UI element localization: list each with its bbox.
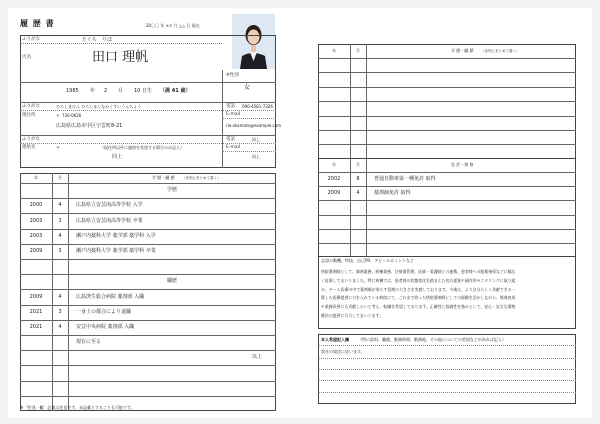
email-label: E-mail	[226, 112, 241, 117]
address-label: 現住所	[22, 113, 36, 118]
license-month-header: 月	[356, 162, 360, 167]
motivation-line: 貫した医療提供に力を入れている病院にて、これまで培った病院薬剤師としての経験を活かしながら、後進育成	[321, 295, 516, 301]
contact-email-label: E-mail	[226, 145, 241, 150]
row-text: 瀬戸内薬科大学 薬学部 薬学科 卒業	[76, 247, 156, 254]
row-text: 広島県立安芸南高等学校 入学	[76, 202, 143, 209]
year-unit: 年	[90, 88, 96, 94]
row-text: 瀬戸内薬科大学 薬学部 薬学科 入学	[76, 232, 156, 239]
row-year: 2003	[29, 232, 43, 239]
birth-day: 10 日生	[134, 88, 152, 94]
row-text: 普通自動車第一種免許 取得	[374, 175, 436, 182]
month-unit: 月	[118, 88, 124, 94]
row-month: 3	[58, 247, 62, 254]
contact-email: 同上	[252, 154, 260, 159]
row-year: 2021	[29, 308, 43, 315]
row-text: 広島県立安芸南高等学校 卒業	[76, 217, 143, 224]
row-year: 2003	[29, 217, 43, 224]
contact-furigana-label: ふりがな	[22, 137, 40, 142]
left-history-border	[20, 173, 276, 411]
row-month: 4	[58, 232, 62, 239]
requests-title: 本人希望記入欄	[321, 337, 349, 342]
right-history-title-note: （各別にまとめて書く）	[481, 48, 520, 53]
left-history-title-note: （各別にまとめて書く）	[182, 175, 221, 180]
row-text: 職歴	[166, 278, 177, 285]
address-furigana: ひろしまけん ひろしましなかくすいうんちょう	[56, 104, 142, 109]
applicant-name: 田口 理帆	[92, 50, 149, 65]
name-furigana-label: ふりがな	[22, 37, 40, 42]
row-month: 3	[58, 217, 62, 224]
row-text: 広島済生総合病院 薬剤部 入職	[76, 293, 145, 300]
row-year: 2009	[29, 293, 43, 300]
motivation-line: 療法の提供に尽力してまいります。	[321, 313, 383, 318]
document-title: 履 歴 書	[20, 19, 55, 28]
motivation-title: 志望の動機、特技、自己PR、アピールポイントなど	[321, 258, 414, 263]
date-line: 20〇〇 年 ×× 月 △△ 日 現在	[146, 23, 200, 28]
row-text: 現在に至る	[76, 339, 102, 346]
name-label: 氏名	[22, 55, 31, 60]
address-furigana-label: ふりがな	[22, 104, 40, 109]
row-year: 2009	[327, 189, 341, 196]
right-history-title-header: 学 歴・職 歴	[451, 48, 474, 53]
motivation-box	[318, 256, 576, 329]
contact-label: 連絡先	[22, 145, 36, 150]
email-value: rie.okamoto@example.com	[226, 123, 282, 128]
row-month: 8	[356, 175, 360, 182]
motivation-line: く従事してまいりました。特に病棟では、患者様の状態変化を踏まえた処方提案や副作用モニタリングに取り組	[321, 277, 516, 283]
row-text: 安芸中央病院 薬剤部 入職	[76, 323, 135, 330]
row-text: 学歴	[166, 187, 177, 194]
row-year: 2002	[327, 175, 341, 182]
name-furigana: たぐち りほ	[82, 37, 113, 43]
row-text: 以上	[251, 354, 262, 361]
left-history-title-header: 学 歴・職 歴	[152, 175, 175, 180]
row-month: 4	[356, 189, 360, 196]
row-year: 2009	[29, 247, 43, 254]
row-text: 薬剤師免許 取得	[374, 189, 411, 196]
footnote: ※「性別」欄：記載は任意です。未記載とすることも可能です。	[20, 405, 135, 410]
license-year-header: 年	[332, 162, 336, 167]
contact-value: 同上	[112, 154, 123, 160]
birth-month: 2	[104, 88, 108, 94]
left-history-year-header: 年	[34, 175, 38, 180]
motivation-line: み、チーム医療の中で薬剤師が果たす役割の大きさを実感しております。今後は、より自分らしく貢献できる一	[321, 286, 516, 292]
left-history-month-header: 月	[58, 175, 62, 180]
row-year: 2000	[29, 202, 43, 209]
motivation-line: や業務改善にも貢献したいと考え、転職を希望しております。正確性と協調性を強みとして、安心・安全な薬物	[321, 304, 516, 310]
birth-year: 1985	[66, 88, 79, 94]
postal-code: 730-0626	[62, 113, 82, 118]
right-history-month-header: 月	[356, 48, 360, 53]
contact-postal-mark: 〒	[56, 145, 60, 150]
row-month: 3	[58, 308, 62, 315]
age-text: （満 41 歳）	[160, 88, 191, 94]
motivation-line: 病院薬剤師として、調剤業務、病棟業務、注射薬管理、医師・看護師との連携、患者様への服薬指導などに幅広	[321, 269, 516, 274]
contact-phone-label: 電話	[226, 137, 235, 142]
right-history-year-header: 年	[332, 48, 336, 53]
contact-note: （現住所以外に連絡を希望する場合のみ記入）	[100, 145, 184, 150]
resume-sheet	[8, 8, 592, 418]
phone-label: 電話	[226, 104, 235, 109]
contact-phone: 同上	[252, 137, 260, 142]
row-month: 4	[58, 293, 62, 300]
gender-label: ※性別	[226, 73, 239, 78]
gender-value: 女	[244, 84, 251, 91]
requests-note: （特に給料、職種、勤務時間、勤務地、その他についての希望などがあれば記入）	[358, 337, 506, 342]
row-month: 4	[58, 323, 62, 330]
phone-value: 090-4581-7326	[242, 104, 273, 109]
row-text: 一身上の都合により退職	[76, 308, 132, 315]
license-title-header: 免 許・資 格	[451, 162, 474, 167]
requests-text: 貴社の規定に従います。	[321, 349, 365, 354]
address-value: 広島県広島市中区宇雲町8-21	[56, 123, 123, 129]
postal-mark: 〒	[56, 113, 60, 118]
row-month: 4	[58, 202, 62, 209]
row-year: 2021	[29, 323, 43, 330]
